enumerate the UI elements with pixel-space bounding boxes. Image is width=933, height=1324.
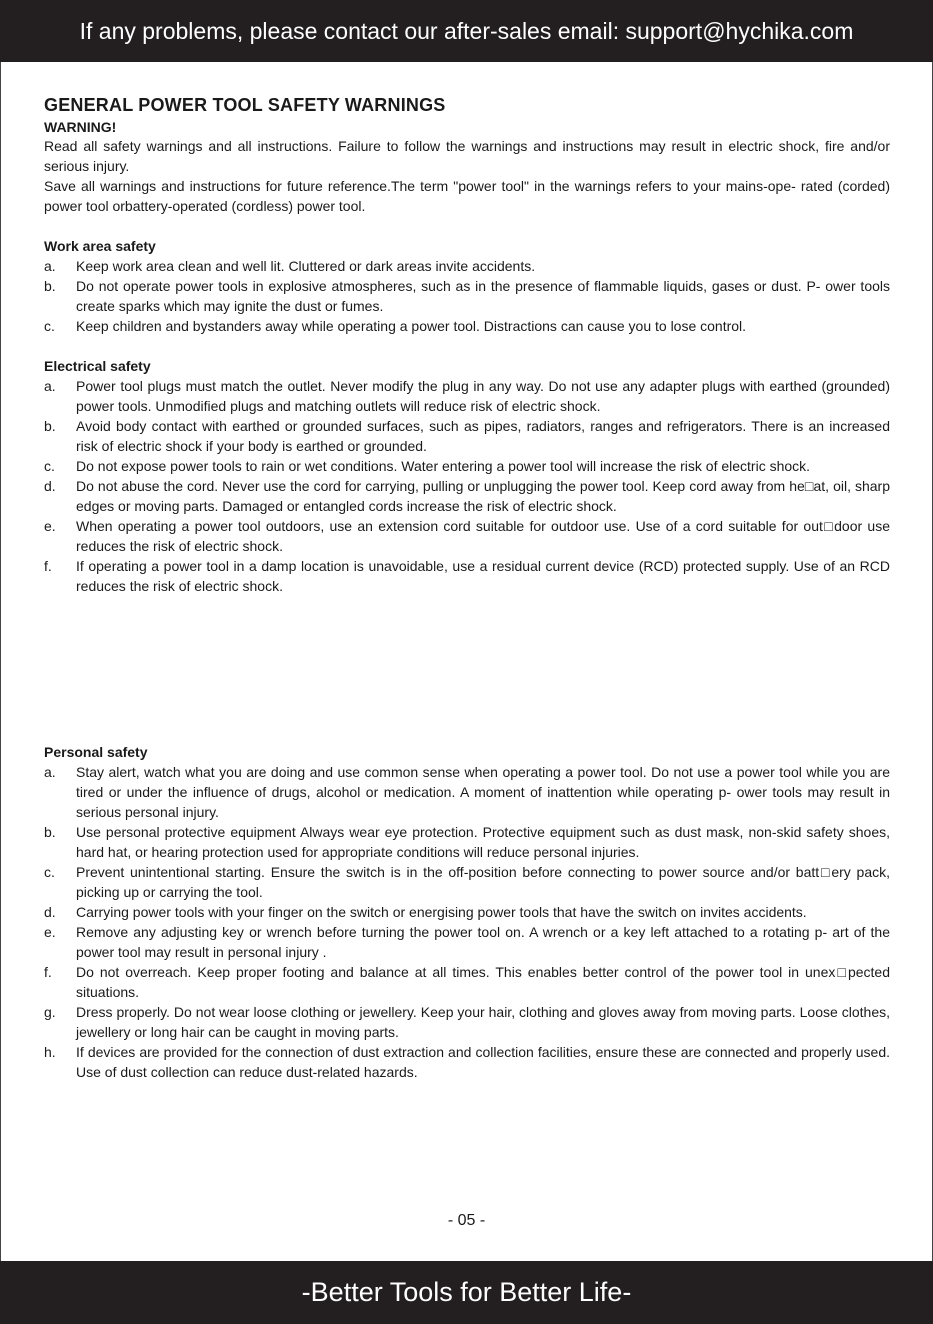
list-item (44, 256, 890, 276)
item-text: Remove any adjusting key or wrench before turning the power tool on. A wrench or a key left attached to a rotating p- art of the power tool may result in personal injury . (76, 924, 890, 960)
item-letter: f. (44, 964, 52, 980)
item-letter: a. (44, 378, 56, 394)
list-item (44, 316, 890, 336)
list-item (44, 822, 890, 862)
section-personal-safety (44, 742, 890, 1082)
item-letter: f. (44, 558, 52, 574)
item-letter: e. (44, 518, 56, 534)
item-letter: g. (44, 1004, 56, 1020)
section-electrical-safety (44, 356, 890, 596)
blank-space (44, 596, 890, 722)
item-text: Avoid body contact with earthed or grounded surfaces, such as pipes, radiators, ranges and refrigerators. There is an increased risk of electric shock if your body is earthed or grounded. (76, 418, 890, 454)
intro-paragraph-1: Read all safety warnings and all instructions. Failure to follow the warnings and instructions may result in electric shock, fire and/or serious injury. (44, 138, 890, 174)
list-item (44, 1042, 890, 1082)
item-list (44, 256, 890, 336)
list-item (44, 556, 890, 596)
section-work-area-safety (44, 236, 890, 336)
item-text: Do not operate power tools in explosive atmospheres, such as in the presence of flammable liquids, gases or dust. P- ower tools create sparks which may ignite the dust or fumes. (76, 278, 890, 314)
list-item (44, 456, 890, 476)
page-number: - 05 - (447, 1212, 486, 1229)
item-text: Prevent unintentional starting. Ensure the switch is in the off-position before connecting to power source and/or batt□ery pack, picking up or carrying the tool. (76, 864, 890, 900)
item-letter: b. (44, 824, 56, 840)
intro-paragraph-2: Save all warnings and instructions for future reference.The term "power tool" in the warnings refers to your mains-ope- rated (corded) power tool orbattery-operated (cordless) power tool. (44, 178, 890, 214)
item-text: Keep children and bystanders away while operating a power tool. Distractions can cause you to lose control. (76, 318, 747, 334)
list-item (44, 276, 890, 316)
item-text: Do not overreach. Keep proper footing and balance at all times. This enables better control of the power tool in unex□pected situations. (76, 964, 890, 1000)
list-item (44, 516, 890, 556)
footer-banner (0, 1261, 933, 1324)
item-text: Keep work area clean and well lit. Cluttered or dark areas invite accidents. (76, 258, 536, 274)
page-title: GENERAL POWER TOOL SAFETY WARNINGS (44, 95, 446, 115)
footer-slogan: -Better Tools for Better Life- (301, 1277, 632, 1307)
item-letter: d. (44, 478, 56, 494)
item-letter: b. (44, 418, 56, 434)
item-text: When operating a power tool outdoors, use an extension cord suitable for outdoor use. Use of a cord suitable for out□door use reduces the risk of electric shock. (76, 518, 890, 554)
item-list (44, 762, 890, 1082)
item-text: Do not expose power tools to rain or wet conditions. Water entering a power tool will increase the risk of electric shock. (76, 458, 811, 474)
item-letter: c. (44, 458, 55, 474)
item-text: Do not abuse the cord. Never use the cord for carrying, pulling or unplugging the power tool. Keep cord away from he□at, oil, sharp edges or moving parts. Damaged or entangled cords increase the risk of electric shock. (76, 478, 890, 514)
section-heading: Electrical safety (44, 358, 151, 374)
list-item (44, 922, 890, 962)
item-letter: h. (44, 1044, 56, 1060)
list-item (44, 1002, 890, 1042)
item-letter: a. (44, 764, 56, 780)
list-item (44, 376, 890, 416)
item-letter: c. (44, 318, 55, 334)
item-text: Dress properly. Do not wear loose clothing or jewellery. Keep your hair, clothing and gloves away from moving parts. Loose clothes, jewellery or long hair can be caught in moving parts. (76, 1004, 890, 1040)
item-text: Carrying power tools with your finger on the switch or energising power tools that have the switch on invites accidents. (76, 904, 807, 920)
item-letter: a. (44, 258, 56, 274)
item-text: Stay alert, watch what you are doing and use common sense when operating a power tool. Do not use a power tool while you are tired or under the influence of drugs, alcohol or medication. A moment of inattention while operating p- ower tools may result in serious personal injury. (76, 764, 890, 820)
item-text: If devices are provided for the connection of dust extraction and collection facilities, ensure these are connected and properly used. Use of dust collection can reduce dust-related hazards. (76, 1044, 890, 1080)
item-text: If operating a power tool in a damp location is unavoidable, use a residual current device (RCD) protected supply. Use of an RCD reduces the risk of electric shock. (76, 558, 890, 594)
item-letter: d. (44, 904, 56, 920)
list-item (44, 902, 890, 922)
header-banner (0, 0, 933, 62)
manual-content (44, 94, 890, 1082)
item-text: Use personal protective equipment Always wear eye protection. Protective equipment such as dust mask, non-skid safety shoes, hard hat, or hearing protection used for appropriate conditions will reduce personal injuries. (76, 824, 890, 860)
list-item (44, 416, 890, 456)
item-letter: c. (44, 864, 55, 880)
item-letter: b. (44, 278, 56, 294)
list-item (44, 762, 890, 822)
item-list (44, 376, 890, 596)
section-heading: Work area safety (44, 238, 156, 254)
item-text: Power tool plugs must match the outlet. Never modify the plug in any way. Do not use any adapter plugs with earthed (grounded) power tools. Unmodified plugs and matching outlets will reduce risk of electric shock. (76, 378, 890, 414)
header-contact-text: If any problems, please contact our after-sales email: support@hychika.com (79, 17, 854, 44)
list-item (44, 862, 890, 902)
list-item (44, 476, 890, 516)
section-heading: Personal safety (44, 744, 148, 760)
warning-label: WARNING! (44, 119, 117, 135)
item-letter: e. (44, 924, 56, 940)
list-item (44, 962, 890, 1002)
